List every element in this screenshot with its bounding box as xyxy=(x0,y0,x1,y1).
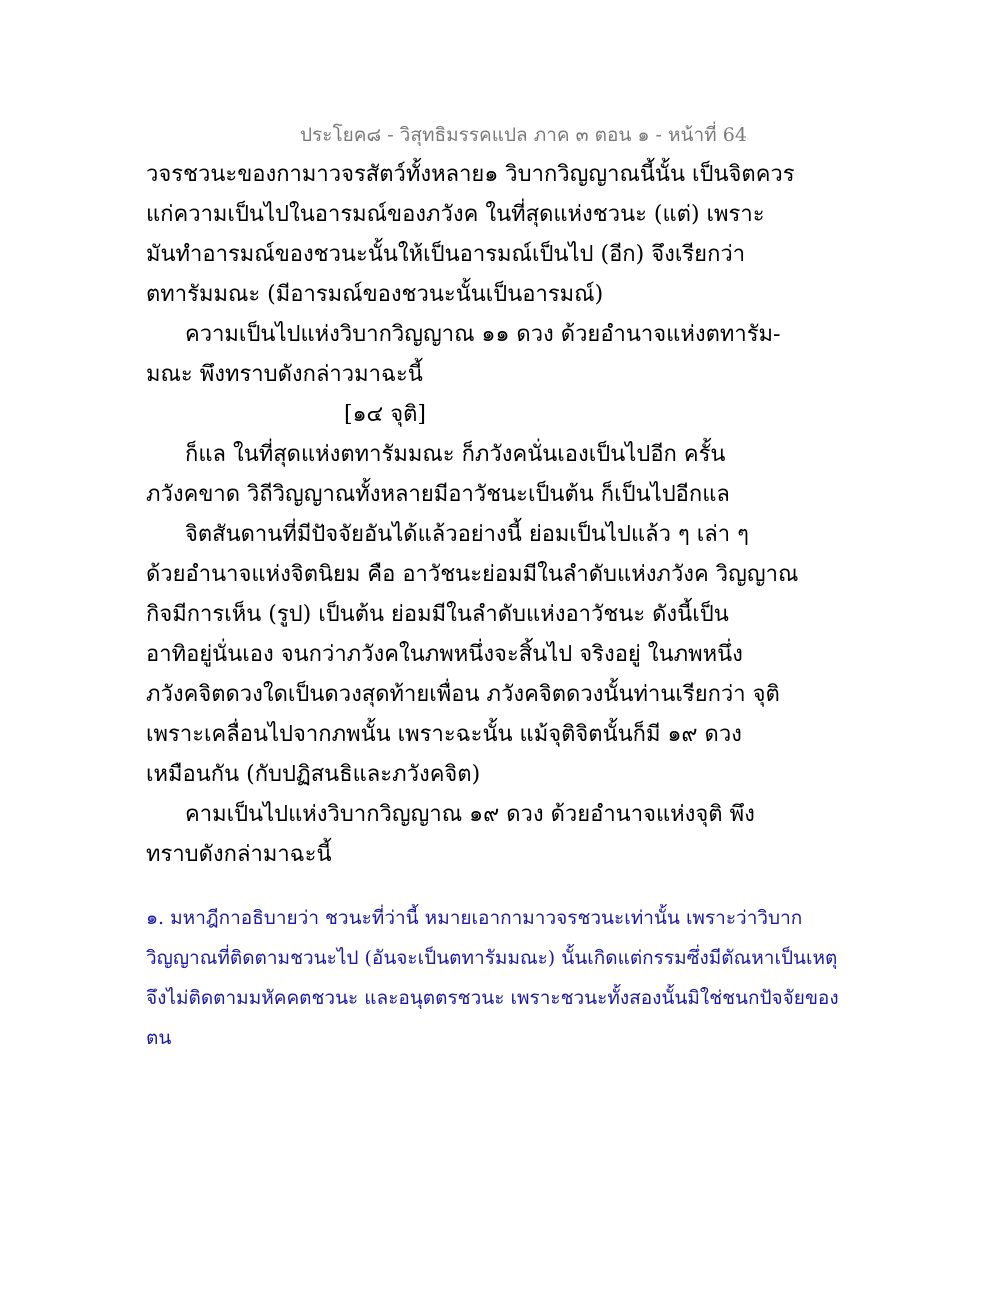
body-line: กิจมีการเห็น (รูป) เป็นต้น ย่อมมีในลำดับแห่งอาวัชนะ ดังนี้เป็น xyxy=(146,602,729,627)
footnote-line: วิญญาณที่ติดตามชวนะไป (อันจะเป็นตทารัมมณะ) นั้นเกิดแต่กรรมซึ่งมีตัณหาเป็นเหตุ xyxy=(146,947,838,969)
body-line: ทราบดังกล่ามาฉะนี้ xyxy=(146,842,332,867)
section-heading: [๑๔ จุติ] xyxy=(344,402,426,427)
footnote xyxy=(146,898,839,1058)
body-line: มันทำอารมณ์ของชวนะนั้นให้เป็นอารมณ์เป็นไป (อีก) จึงเรียกว่า xyxy=(146,242,746,267)
footnote-line: จึงไม่ติดตามมหัคคตชวนะ และอนุตตรชวนะ เพราะชวนะทั้งสองนั้นมิใช่ชนกปัจจัยของ xyxy=(146,987,839,1009)
body-line: เพราะเคลื่อนไปจากภพนั้น เพราะฉะนั้น แม้จุติจิตนั้นก็มี ๑๙ ดวง xyxy=(146,722,742,747)
body-line: วจรชวนะของกามาวจรสัตว์ทั้งหลาย๑ วิบากวิญญาณนี้นั้น เป็นจิตควร xyxy=(146,162,795,187)
body-line: จิตสันดานที่มีปัจจัยอันได้แล้วอย่างนี้ ย่อมเป็นไปแล้ว ๆ เล่า ๆ xyxy=(185,522,749,547)
body-line: มณะ พึงทราบดังกล่าวมาฉะนี้ xyxy=(146,362,423,387)
body-line: เหมือนกัน (กับปฏิสนธิและภวังคจิต) xyxy=(146,762,481,787)
running-header: ประโยค๘ - วิสุทธิมรรคแปล ภาค ๓ ตอน ๑ - หน้าที่ 64 xyxy=(300,124,747,146)
body-line: คามเป็นไปแห่งวิบากวิญญาณ ๑๙ ดวง ด้วยอำนาจแห่งจุติ พึง xyxy=(185,802,755,827)
body-line: ความเป็นไปแห่งวิบากวิญญาณ ๑๑ ดวง ด้วยอำนาจแห่งตทารัม- xyxy=(185,322,781,347)
body-line: อาทิอยู่นั่นเอง จนกว่าภวังคในภพหนึ่งจะสิ้นไป จริงอยู่ ในภพหนึ่ง xyxy=(146,642,743,667)
footnote-line: ตน xyxy=(146,1027,172,1049)
body-line: ด้วยอำนาจแห่งจิตนิยม คือ อาวัชนะย่อมมีในลำดับแห่งภวังค วิญญาณ xyxy=(146,562,799,587)
body-text xyxy=(146,155,799,875)
body-line: ก็แล ในที่สุดแห่งตทารัมมณะ ก็ภวังคนั่นเองเป็นไปอีก ครั้น xyxy=(185,442,726,467)
body-line: แก่ความเป็นไปในอารมณ์ของภวังค ในที่สุดแห่งชวนะ (แต่) เพราะ xyxy=(146,202,765,227)
body-line: ภวังคขาด วิถีวิญญาณทั้งหลายมีอาวัชนะเป็นต้น ก็เป็นไปอีกแล xyxy=(146,482,730,507)
footnote-line: ๑. มหาฎีกาอธิบายว่า ชวนะที่ว่านี้ หมายเอากามาวจรชวนะเท่านั้น เพราะว่าวิบาก xyxy=(146,907,803,929)
body-line: ตทารัมมณะ (มีอารมณ์ของชวนะนั้นเป็นอารมณ์) xyxy=(146,282,604,307)
body-line: ภวังคจิตดวงใดเป็นดวงสุดท้ายเพื่อน ภวังคจิตดวงนั้นท่านเรียกว่า จุติ xyxy=(146,682,780,707)
